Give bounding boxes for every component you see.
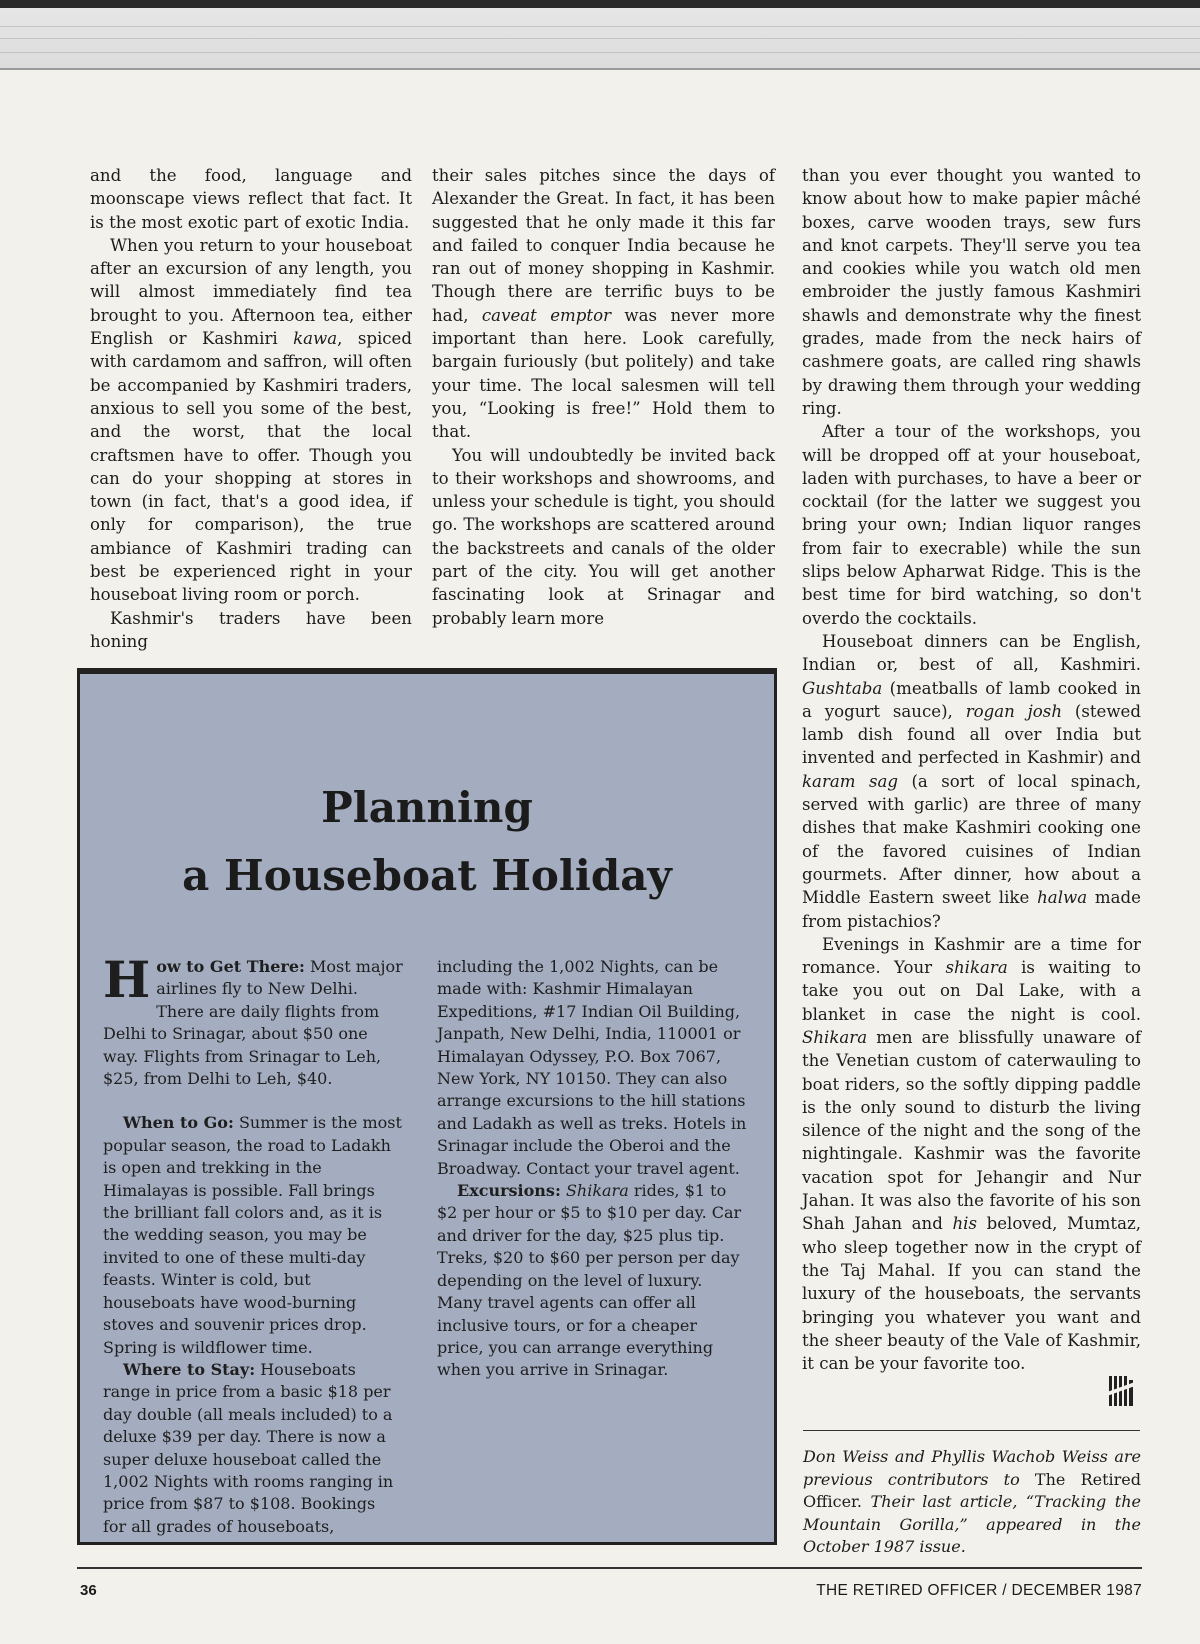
page-header-band xyxy=(0,8,1200,70)
sidebar-column-2 xyxy=(437,956,747,1382)
author-byline: Don Weiss and Phyllis Wachob Weiss are previous contributors to The Retired Officer. Their last article, “Tracking the Mountain Gorilla,” appeared in the October 1987 issue. xyxy=(803,1447,1141,1556)
sidebar-column-1 xyxy=(103,950,403,1538)
paragraph: than you ever thought you wanted to know about how to make papier mâché boxes, carve wooden trays, sew furs and knot carpets. They'll serve you tea and cookies while you watch old men embroider the justly famous Kashmiri shawls and demonstrate why the finest grades, made from the neck hairs of cashmere goats, are called ring shawls by drawing them through your wedding ring. xyxy=(802,166,1141,418)
sidebar-paragraph: Where to Stay: Houseboats range in price from a basic $18 per day double (all meals included) to a deluxe $39 per day. There is now a super deluxe houseboat called the 1,002 Nights with rooms ranging in price from $87 to $108. Bookings for all grades of houseboats, xyxy=(103,1359,394,1536)
paragraph: and the food, language and moonscape views reflect that fact. It is the most exotic part of exotic India. xyxy=(90,166,412,232)
end-mark-icon xyxy=(1107,1374,1135,1408)
article-column-1 xyxy=(90,164,412,653)
paragraph: You will undoubtedly be invited back to their workshops and showrooms, and unless your schedule is tight, you should go. The workshops are scattered around the backstreets and canals of the older part of the city. You will get another fascinating look at Srinagar and probably learn more xyxy=(432,445,775,628)
top-rule xyxy=(0,0,1200,8)
drop-cap: H xyxy=(103,950,151,1009)
paragraph: When you return to your houseboat after an excursion of any length, you will almost immediately find tea brought to you. Afternoon tea, either English or Kashmiri kawa, spiced with cardamom and saffron, will often be accompanied by Kashmiri traders, anxious to sell you some of the best, and the worst, that the local craftsmen have to offer. Though you can do your shopping at stores in town (in fact, that's a good idea, if only for comparison), the true ambiance of Kashmiri trading can best be experienced right in your houseboat living room or porch. xyxy=(90,235,412,605)
sidebar-paragraph: How to Get There: Most major airlines fly to New Delhi. There are daily flights from Delhi to Srinagar, about $50 one way. Flights from Srinagar to Leh, $25, from Delhi to Leh, $40. xyxy=(103,950,403,1089)
sidebar-paragraph: Excursions: Shikara rides, $1 to $2 per hour or $5 to $10 per day. Car and driver for the day, $25 plus tip. Treks, $20 to $60 per person per day depending on the level of luxury. Many travel agents can offer all inclusive tours, or for a cheaper price, you can arrange everything when you arrive in Srinagar. xyxy=(437,1181,742,1380)
paragraph: Houseboat dinners can be English, Indian or, best of all, Kashmiri. Gushtaba (meatballs of lamb cooked in a yogurt sauce), rogan josh (stewed lamb dish found all over India but invented and perfected in Kashmir) and karam sag (a sort of local spinach, served with garlic) are three of many dishes that make Kashmiri cooking one of the favored cuisines of Indian gourmets. After dinner, how about a Middle Eastern sweet like halwa made from pistachios? xyxy=(802,631,1141,931)
publication-footer: THE RETIRED OFFICER / DECEMBER 1987 xyxy=(816,1582,1142,1599)
page-number: 36 xyxy=(80,1582,97,1599)
paragraph: After a tour of the workshops, you will be dropped off at your houseboat, laden with purchases, to have a beer or cocktail (for the latter we suggest you bring your own; Indian liquor ranges from fair to execrable) while the sun slips below Apharwat Ridge. This is the best time for bird watching, so don't overdo the cocktails. xyxy=(802,422,1141,628)
byline-rule xyxy=(803,1430,1140,1431)
article-column-3 xyxy=(802,164,1141,1375)
footer-rule xyxy=(77,1567,1142,1569)
sidebar-paragraph: including the 1,002 Nights, can be made with: Kashmir Himalayan Expeditions, #17 Indian Oil Building, Janpath, New Delhi, India, 110001 or Himalayan Odyssey, P.O. Box 7067, New York, NY 10150. They can also arrange excursions to the hill stations and Ladakh as well as treks. Hotels in Srinagar include the Oberoi and the Broadway. Contact your travel agent. xyxy=(437,957,747,1178)
sidebar-paragraph: When to Go: Summer is the most popular season, the road to Ladakh is open and trekking in the Himalayas is possible. Fall brings the brilliant fall colors and, as it is the wedding season, you may be invited to one of these multi-day feasts. Winter is cold, but houseboats have wood-burning stoves and souvenir prices drop. Spring is wildflower time. xyxy=(103,1113,402,1357)
paragraph: Evenings in Kashmir are a time for romance. Your shikara is waiting to take you out on Dal Lake, with a blanket in case the night is cool. Shikara men are blissfully unaware of the Venetian custom of caterwauling to boat riders, so the softly dipping paddle is the only sound to disturb the living silence of the night and the song of the nightingale. Kashmir was the favorite vacation spot for Jehangir and Nur Jahan. It was also the favorite of his son Shah Jahan and his beloved, Mumtaz, who sleep together now in the crypt of the Taj Mahal. If you can stand the luxury of the houseboats, the servants bringing you whatever you want and the sheer beauty of the Vale of Kashmir, it can be your favorite too. xyxy=(802,934,1142,1374)
paragraph: Kashmir's traders have been honing xyxy=(90,608,412,651)
paragraph: their sales pitches since the days of Alexander the Great. In fact, it has been suggested that he only made it this far and failed to conquer India because he ran out of money shopping in Kashmir. Though there are terrific buys to be had, caveat emptor was never more important than here. Look carefully, bargain furiously (but politely) and take your time. The local salesmen will tell you, “Looking is free!” Hold them to that. xyxy=(432,166,775,442)
sidebar-title: Planning a Houseboat Holiday xyxy=(182,783,672,900)
article-column-2 xyxy=(432,164,775,630)
sidebar-box xyxy=(77,668,777,1545)
